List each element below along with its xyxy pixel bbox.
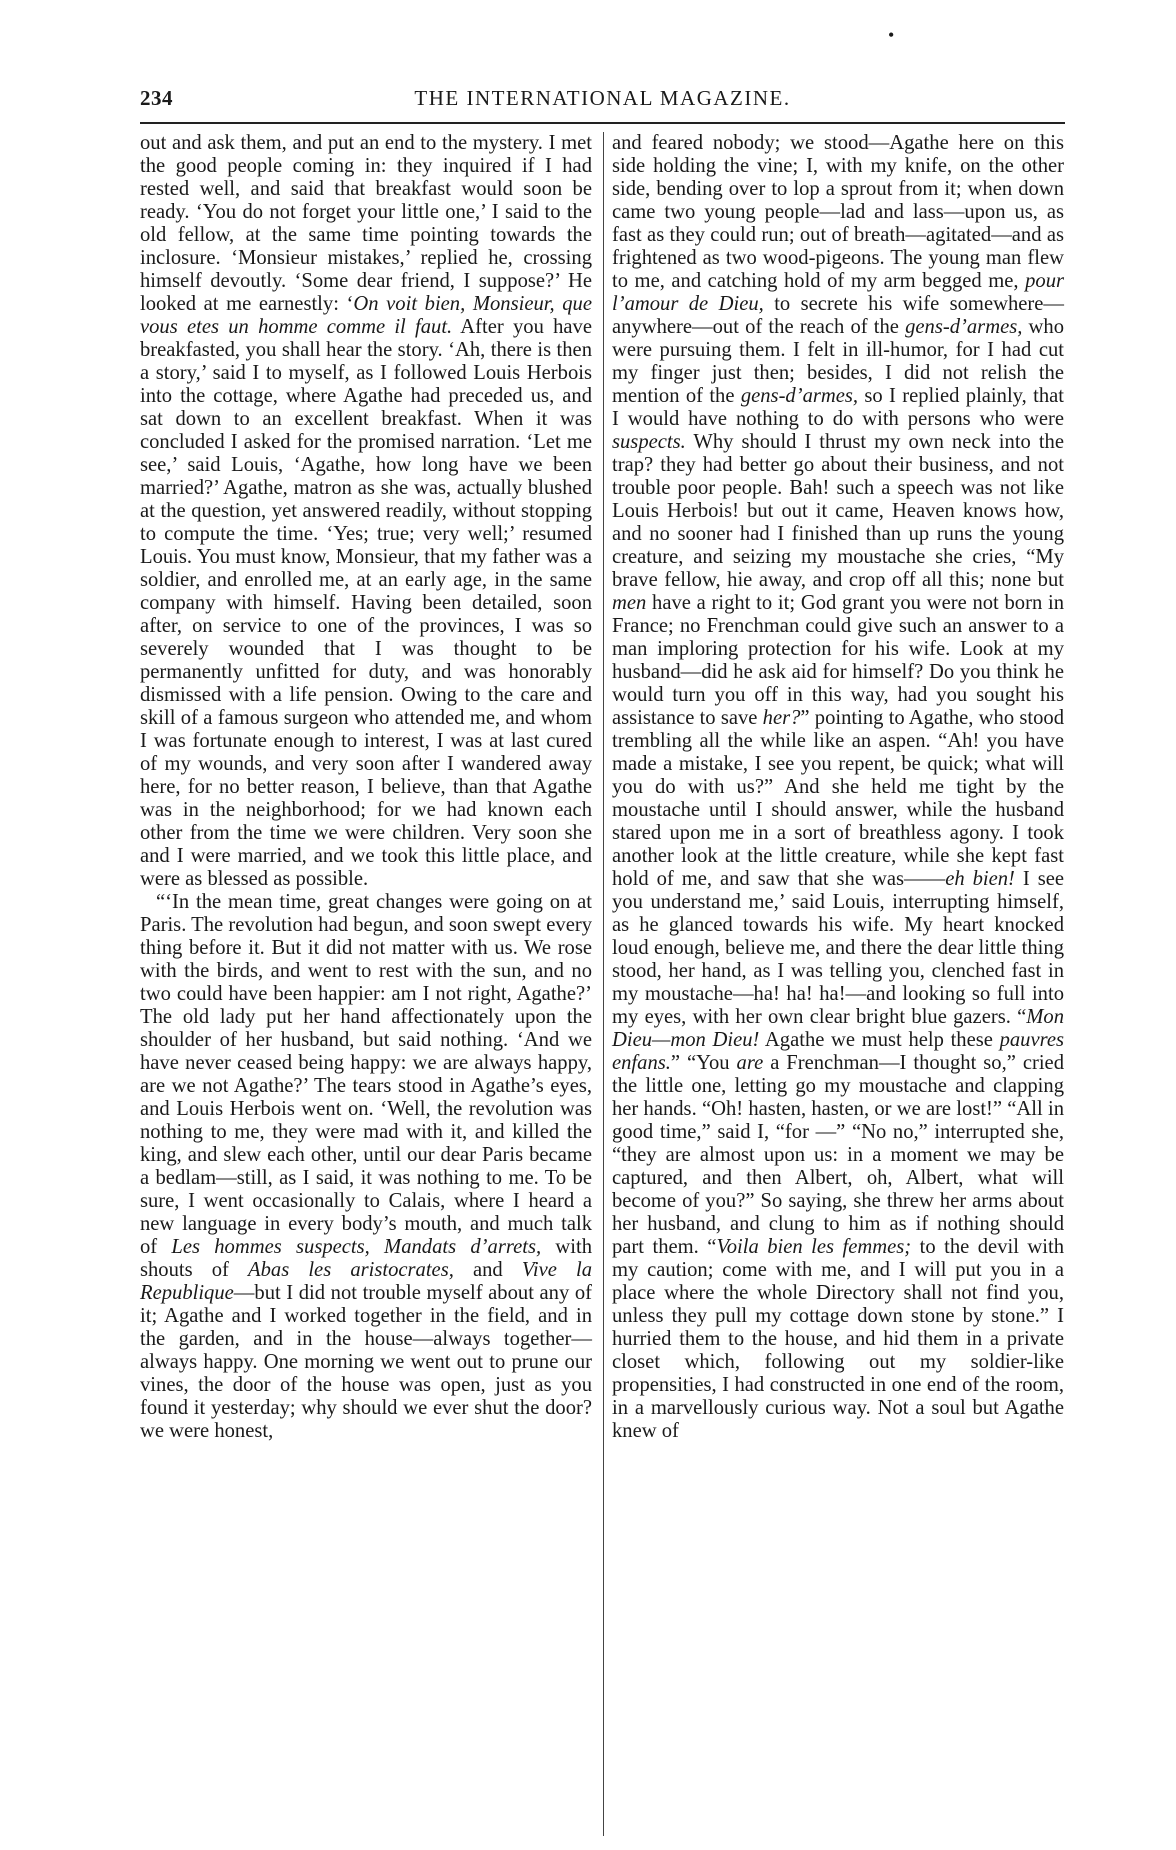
italic-text: her?: [762, 707, 801, 729]
italic-text: pauvres enfans.: [612, 1029, 1064, 1074]
body-text: —but I did not trouble myself about any of it; Agathe and I worked together in the field, and in the garden, and in the house—always together—always happy. One morning we went out to prune our vines, the door of the house was open, just as you found it yesterday; why should we ever shut the door? we were honest,: [140, 1282, 598, 1442]
body-text: Why should I thrust my own neck into the trap? they had better go about their business, and not trouble poor people. Bah! such a speech was not like Louis Herbois! but out it came, Heaven knows how, and no sooner had I finished than up runs the young creature, and seizing my moustache she cries, “My brave fellow, hie away, and crop off all this; none but: [612, 431, 1070, 591]
italic-text: eh bien!: [945, 868, 1015, 890]
right-column: [612, 132, 1070, 1443]
left-column: [140, 132, 598, 1443]
italic-text: Vive la Republique: [140, 1259, 593, 1304]
italic-text: gens-d’armes,: [740, 385, 859, 407]
italic-text: gens-d’armes,: [905, 316, 1023, 338]
print-mark: •: [888, 25, 895, 45]
body-text: so I replied plainly, that I would have nothing to do with persons who were: [612, 385, 1070, 430]
body-text: After you have breakfasted, you shall hear the story. ‘Ah, there is then a story,’ said I to myself, as I followed Louis Herbois into the cottage, where Agathe had preceded us, and sat down to an excellent breakfast. When it was concluded I asked for the promised narration. ‘Let me see,’ said Louis, ‘Agathe, how long have we been married?’ Agathe, matron as she was, actually blushed at the question, yet answered readily, without stopping to compute the time. ‘Yes; true; very well;’ resumed Louis. You must know, Monsieur, that my father was a soldier, and enrolled me, at an early age, in the same company with himself. Having been detailed, soon after, on service to one of the provinces, I was so severely wounded that I was thought to be permanently unfitted for duty, and was honorably dismissed with a life pension. Owing to the care and skill of a famous surgeon who attended me, and whom I was fortunate enough to interest, I was at last cured of my wounds, and very soon after I wandered away here, for no better reason, I believe, than that Agathe was in the neighborhood; for we had known each other from the time we were children. Very soon she and I were married, and we took this little place, and were as blessed as possible.: [140, 316, 598, 890]
page-number: 234: [140, 86, 173, 110]
body-text: have a right to it; God grant you were not born in France; no Frenchman could give such an answer to a man imploring protection for his wife. Look at my husband—did he ask aid for himself? Do you think he would turn you off in this way, had you sought his assistance to save: [612, 592, 1070, 729]
body-paragraph: [140, 891, 598, 1443]
body-text: “‘In the mean time, great changes were going on at Paris. The revolution had begun, and soon swept every thing before it. But it did not matter with us. We rose with the birds, and went to rest with the sun, and no two could have been happier: am I not right, Agathe?’ The old lady put her hand affectionately upon the shoulder of her husband, but said nothing. ‘And we have never ceased being happy: we are always happy, are we not Agathe?’ The tears stood in Agathe’s eyes, and Louis Herbois went on. ‘Well, the revolution was nothing to me, they were mad with it, and killed the king, and slew each other, until our dear Paris became a bedlam—still, as I said, it was nothing to me. To be sure, I went occasionally to Calais, where I heard a new language in every body’s mouth, and much talk of: [140, 891, 598, 1258]
body-paragraph: [140, 132, 598, 891]
body-text: to secrete his wife somewhere—anywhere—out of the reach of the: [612, 293, 1064, 338]
italic-text: Abas les aristocrates,: [248, 1259, 454, 1281]
body-text: with shouts of: [140, 1236, 598, 1281]
body-text: to the devil with my caution; come with me, and I will put you in a place where the whole Directory shall not find you, unless they pull my cottage down stone by stone.” I hurried them to the house, and hid them in a private closet which, following out my soldier-like propensities, I had constructed in one end of the room, in a marvellously curious way. Not a soul but Agathe knew of: [612, 1236, 1070, 1442]
body-text: and feared nobody; we stood—Agathe here on this side holding the vine; I, with my knife, on the other side, bending over to lop a sprout from it; when down came two young people—lad and lass—upon us, as fast as they could run; out of breath—agitated—and as frightened as two wood-pigeons. The young man flew to me, and catching hold of my arm begged me,: [612, 132, 1070, 292]
body-text: out and ask them, and put an end to the mystery. I met the good people coming in: they inquired if I had rested well, and said that breakfast would soon be ready. ‘You do not forget your little one,’ I said to the old fellow, at the same time pointing towards the inclosure. ‘Monsieur mistakes,’ replied he, crossing himself devoutly. ‘Some dear friend, I suppose?’ He looked at me earnestly: ‘: [140, 132, 598, 315]
body-text: and: [453, 1259, 522, 1281]
italic-text: Les hommes suspects, Mandats d’arrets,: [171, 1236, 542, 1258]
page-header: [140, 86, 1065, 116]
header-rule: [140, 122, 1065, 124]
italic-text: Voila bien les femmes;: [716, 1236, 912, 1258]
column-divider: [603, 132, 604, 1836]
body-text: ” pointing to Agathe, who stood trembling all the while like an aspen. “Ah! you have made a mistake, I see you repent, be quick; what will you do with us?” And she held me tight by the moustache until I should answer, while the husband stared upon me in a sort of breathless agony. I took another look at the little creature, while she kept fast hold of me, and saw that she was——: [612, 707, 1070, 890]
italic-text: pour l’amour de Dieu,: [612, 270, 1064, 315]
italic-text: Mon Dieu—mon Dieu!: [612, 1006, 1064, 1051]
body-text: ” “You: [670, 1052, 737, 1074]
body-text: a Frenchman—I thought so,” cried the little one, letting go my moustache and clapping her hands. “Oh! hasten, hasten, or we are lost!” “All in good time,” said I, “for —” “No no,” interrupted she, “they are almost upon us: in a moment we may be captured, and then Albert, oh, Albert, what will become of you?” So saying, she threw her arms about her husband, and clung to him as if nothing should part them. “: [612, 1052, 1070, 1258]
body-text: Agathe we must help these: [759, 1029, 1000, 1051]
body-text: I see you understand me,’ said Louis, interrupting himself, as he glanced towards his wife. My heart knocked loud enough, believe me, and there the dear little thing stood, her hand, as I was telling you, clenched fast in my moustache—ha! ha! ha!—and looking so full into my eyes, with her own clear bright blue gazers. “: [612, 868, 1070, 1028]
italic-text: are: [736, 1052, 764, 1074]
italic-text: On voit bien, Monsieur, que vous etes un homme comme il faut.: [140, 293, 592, 338]
body-text: who were pursuing them. I felt in ill-humor, for I had cut my finger just then; besides, I did not relish the mention of the: [612, 316, 1070, 407]
italic-text: men: [612, 592, 647, 614]
italic-text: suspects.: [612, 431, 686, 453]
running-title: THE INTERNATIONAL MAGAZINE.: [414, 86, 791, 110]
body-paragraph: [612, 132, 1070, 1443]
